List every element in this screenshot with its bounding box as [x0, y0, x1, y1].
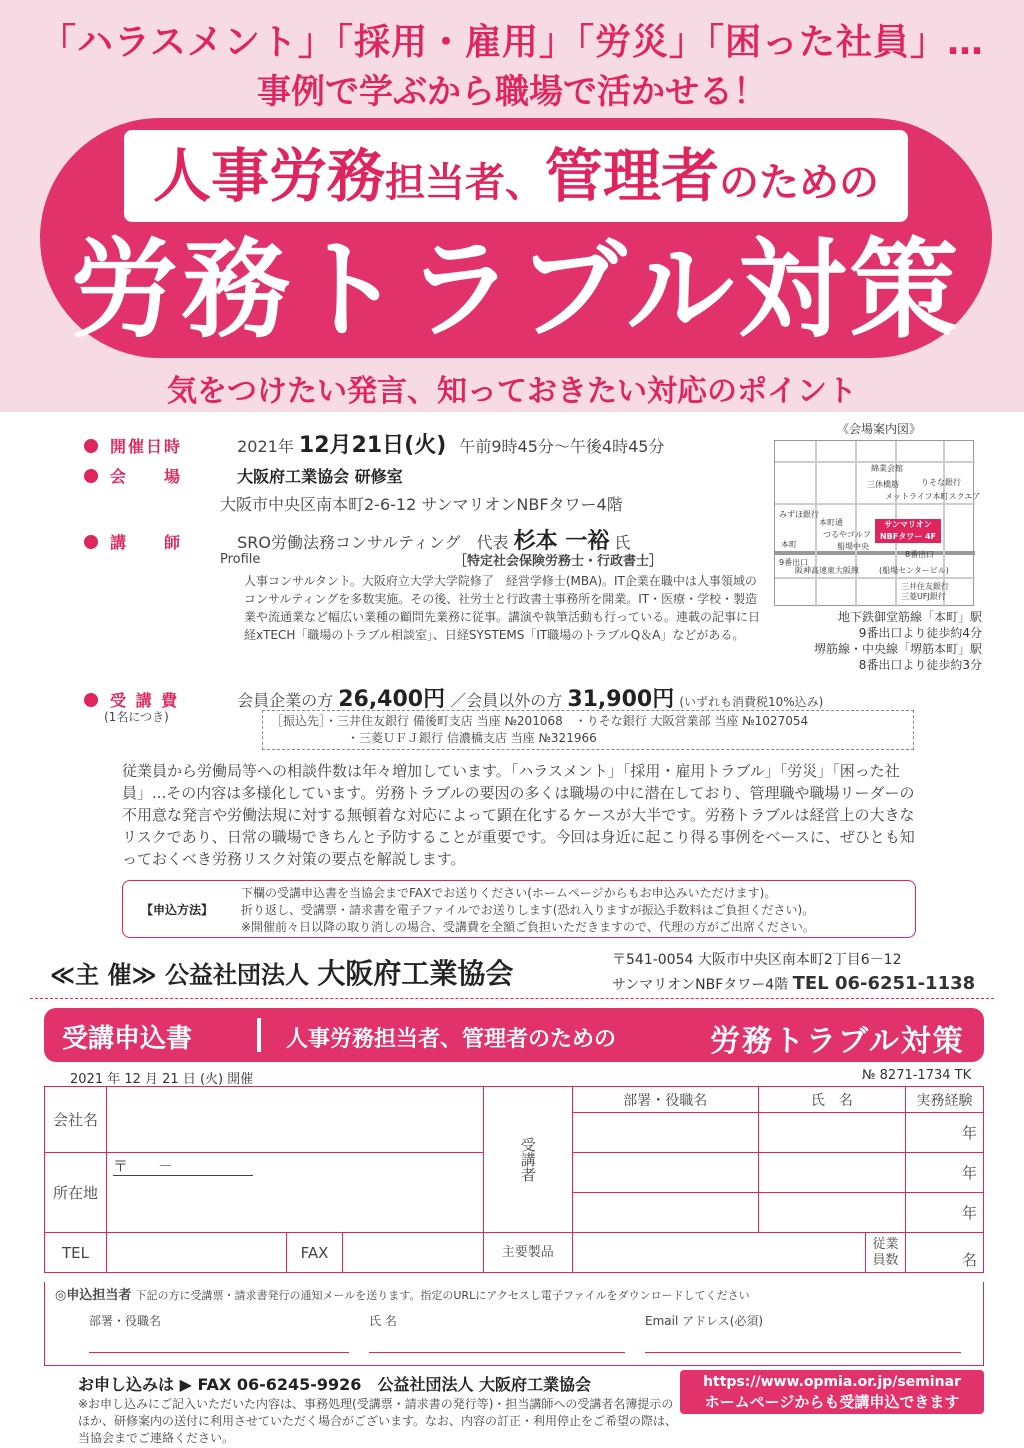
- product-label: 主要製品: [483, 1233, 572, 1273]
- sponsor-addr2: サンマリオンNBFタワー4階: [612, 977, 789, 993]
- venue-row: [84, 464, 403, 487]
- form-date: 2021 年 12 月 21 日 (火) 開催: [70, 1072, 254, 1087]
- profile-label: Profile: [220, 552, 261, 567]
- access-line2: 9番出口より徒歩約4分: [858, 626, 982, 640]
- product-field[interactable]: [572, 1233, 865, 1273]
- exp-header: 実務経験: [906, 1087, 984, 1113]
- venue-map: [774, 440, 981, 606]
- map-label: 三休橋筋: [867, 480, 899, 489]
- map-label: 船場中央: [837, 542, 869, 551]
- fee-row: [84, 682, 823, 713]
- profile-text: 人事コンサルタント。大阪府立大学大学院修了 経営学修士(MBA)。IT企業在職中は人事領域のコンサルティングを多数実施。その後、社労士と行政書士事務所を開業。IT・医療・学校・製造業や流通業など幅広い業種の顧問先業務に従事。講演や執筆活動も行っている。連載の記事に日経xTECH「職場のトラブル相談室」、日経SYSTEMS「IT職場のトラブルQ＆A」などがある。: [244, 574, 761, 642]
- form-head-c: 労務トラブル対策: [710, 1024, 965, 1059]
- applicant-email-field[interactable]: [645, 1352, 961, 1353]
- description: 従業員から労働局等への相談件数は年々増加しています。「ハラスメント」「採用・雇用トラブル」「労災」「困った社員」...その内容は多様化しています。労務トラブルの要因の多くは職場の中に潜在しており、管理職や職場リーダーの不用意な発言や労働法規に対する無頓着な対応によって顕在化するケースが大半です。労務トラブルは経営上の大きなリスクであり、日常の職場できちんと予防することが重要です。今回は身近に起こり得る事例をベースに、ぜひとも知っておくべき労務リスク対策の要点を解説します。: [122, 762, 915, 868]
- lecturer-label: 講 師: [110, 533, 183, 552]
- exp-field-3[interactable]: 年: [906, 1193, 984, 1233]
- bank-box: [262, 710, 914, 750]
- applicant-section: [44, 1282, 984, 1366]
- venue-label: 会 場: [110, 467, 183, 486]
- name-field-2[interactable]: [758, 1153, 905, 1193]
- fee-label: 受 講 費: [110, 691, 180, 710]
- lecturer-suffix: 氏: [614, 533, 631, 552]
- title-box-c: 管理者: [545, 142, 720, 210]
- website-note: ホームページからも受講申込できます: [704, 1393, 960, 1411]
- bank-line2: ・三菱ＵＦＪ銀行 信濃橋支店 当座 №321966: [347, 731, 597, 745]
- hero-banner: [0, 0, 1024, 412]
- sponsor: [50, 952, 513, 992]
- employees-label: 従業員数: [866, 1233, 906, 1273]
- sponsor-addr1: 〒541-0054 大阪市中央区南本町2丁目6－12: [612, 952, 902, 968]
- lecturer-org: SRO労働法務コンサルティング 代表: [237, 533, 509, 552]
- access-line3: 堺筋線・中央線「堺筋本町」駅: [813, 642, 982, 656]
- title-pill: [40, 118, 992, 358]
- fee-note: (いずれも消費税10%込み): [679, 695, 824, 709]
- bullet-icon: [84, 439, 98, 453]
- cut-line: [30, 998, 994, 999]
- company-field[interactable]: [107, 1087, 484, 1153]
- map-label: 綿業会館: [871, 464, 903, 473]
- howto-box: [122, 880, 916, 938]
- map-label: 本町: [781, 540, 797, 549]
- howto-tag: 【申込方法】: [141, 903, 214, 917]
- footer-fax: お申し込みは ▶ FAX 06-6245-9926 公益社団法人 大阪府工業協会: [78, 1375, 592, 1394]
- bullet-icon: [84, 693, 98, 707]
- hero-tagline: 「ハラスメント」「採用・雇用」「労災」「困った社員」…: [40, 22, 984, 63]
- map-label: 8番出口: [905, 550, 935, 559]
- map-label: つるやゴルフ: [823, 530, 871, 539]
- date-time: 午前9時45分～午後4時45分: [459, 437, 665, 456]
- website-url[interactable]: https://www.opmia.or.jp/seminar: [703, 1374, 961, 1390]
- map-label: (船場センタービル): [879, 566, 949, 575]
- map-label: 9番出口: [779, 558, 809, 567]
- applicant-name-label: 氏 名: [369, 1314, 397, 1328]
- dept-field-1[interactable]: [572, 1113, 758, 1153]
- map-label: 三菱UFJ銀行: [901, 592, 946, 601]
- sponsor-org: 大阪府工業協会: [317, 957, 514, 990]
- form-head-a: 受講申込書: [62, 1024, 193, 1054]
- address-label: 所在地: [45, 1153, 107, 1233]
- tel-field[interactable]: [107, 1233, 287, 1273]
- website-box[interactable]: [680, 1370, 984, 1414]
- name-field-3[interactable]: [758, 1193, 905, 1233]
- dept-field-3[interactable]: [572, 1193, 758, 1233]
- applicant-email-label: Email アドレス(必須): [645, 1314, 764, 1328]
- employees-field[interactable]: 名: [906, 1233, 984, 1273]
- address-field[interactable]: [107, 1153, 484, 1233]
- bank-line1: ［振込先］・三井住友銀行 備後町支店 当座 №201068 ・りそな銀行 大阪営業部 当座 №1027054: [271, 714, 809, 728]
- tel-label: TEL: [45, 1233, 107, 1273]
- applicant-dept-label: 部署・役職名: [89, 1314, 162, 1328]
- date-main: 12月21日(火): [298, 433, 447, 458]
- title-box: [124, 130, 908, 222]
- map-caption: 《会場案内図》: [836, 422, 921, 436]
- date-year: 2021年: [237, 437, 294, 456]
- map-venue-marker: サンマリオン NBFタワー 4F: [875, 519, 941, 543]
- form-head-b: 人事労務担当者、管理者のための: [286, 1027, 617, 1052]
- howto-line2: 折り返し、受講票・請求書を電子ファイルでお送りします(恐れ入りますが振込手数料はご負担ください)。: [241, 903, 815, 917]
- venue-name: 大阪府工業協会 研修室: [237, 467, 403, 486]
- attendee-label: 受講者: [483, 1087, 572, 1233]
- name-field-1[interactable]: [758, 1113, 905, 1153]
- access-line4: 8番出口より徒歩約3分: [858, 658, 982, 672]
- company-label: 会社名: [45, 1087, 107, 1153]
- applicant-dept-field[interactable]: [89, 1352, 349, 1353]
- application-form: [44, 1086, 984, 1273]
- date-label: 開催日時: [110, 437, 183, 456]
- fee-sep: ／会員以外の方: [450, 691, 563, 710]
- bullet-icon: [84, 535, 98, 549]
- date-row: [84, 428, 664, 459]
- sponsor-prefix: ≪主 催≫ 公益社団法人: [50, 961, 309, 989]
- lecturer-name: 杉本 一裕: [513, 529, 610, 554]
- exp-field-1[interactable]: 年: [906, 1113, 984, 1153]
- access-line1: 地下鉄御堂筋線「本町」駅: [837, 610, 982, 624]
- title-box-d: のための: [719, 160, 880, 206]
- map-label: りそな銀行: [921, 478, 961, 487]
- exp-field-2[interactable]: 年: [906, 1153, 984, 1193]
- venue-address: 大阪市中央区南本町2-6-12 サンマリオンNBFタワー4階: [220, 495, 623, 514]
- title-box-b: 担当者、: [385, 160, 545, 206]
- howto-line1: 下欄の受講申込書を当協会までFAXでお送りください(ホームページからもお申込みいただけます)。: [241, 886, 777, 900]
- map-label: メットライフ本町スクエア: [885, 492, 981, 501]
- map-label: みずほ銀行: [779, 510, 819, 519]
- fax-field[interactable]: [343, 1233, 484, 1273]
- howto-line3: ※開催前々日以降の取り消しの場合、受講費を全額ご負担いただきますので、代理の方がご出席ください。: [241, 920, 815, 934]
- applicant-note: 下記の方に受講票・請求書発行の通知メールを送ります。指定のURLにアクセスし電子ファイルをダウンロードしてください: [135, 1289, 750, 1302]
- form-head-divider: [257, 1018, 261, 1052]
- hero-lead: 気をつけたい発言、知っておきたい対応のポイント: [167, 374, 857, 409]
- name-header: 氏 名: [758, 1087, 905, 1113]
- applicant-title: ◎申込担当者: [55, 1288, 132, 1303]
- map-label: 阪神高速東大阪線: [795, 566, 859, 575]
- dept-header: 部署・役職名: [572, 1087, 758, 1113]
- form-header: [44, 1008, 984, 1062]
- sponsor-address: [612, 948, 975, 997]
- map-label: 本町通: [819, 518, 843, 527]
- fee-nonmember: 31,900円: [567, 687, 675, 712]
- main-title: 労務トラブル対策: [70, 228, 962, 353]
- map-label: 三井住友銀行: [901, 582, 949, 591]
- fax-label: FAX: [287, 1233, 343, 1273]
- bullet-icon: [84, 469, 98, 483]
- applicant-name-field[interactable]: [369, 1352, 625, 1353]
- lecturer-quals: ［特定社会保険労務士・行政書士］: [454, 554, 663, 569]
- dept-field-2[interactable]: [572, 1153, 758, 1193]
- fee-member: 26,400円: [338, 687, 446, 712]
- fee-member-label: 会員企業の方: [237, 691, 334, 710]
- postal-mark: 〒 －: [113, 1157, 253, 1176]
- title-box-a: 人事労務: [152, 142, 385, 210]
- fee-per: (1名につき): [104, 710, 169, 724]
- sponsor-tel: TEL 06-6251-1138: [792, 973, 976, 994]
- hero-subline: 事例で学ぶから職場で活かせる！: [257, 72, 767, 112]
- form-number: № 8271-1734 TK: [862, 1068, 972, 1083]
- privacy-note: ※お申し込みにご記入いただいた内容は、事務処理(受講票・請求書の発行等)・担当講師への受講者名簿提示のほか、研修案内の送付に利用させていただく場合がございます。なお、内容の訂正・利用停止をご希望の際は、当協会までご連絡ください。: [78, 1397, 678, 1445]
